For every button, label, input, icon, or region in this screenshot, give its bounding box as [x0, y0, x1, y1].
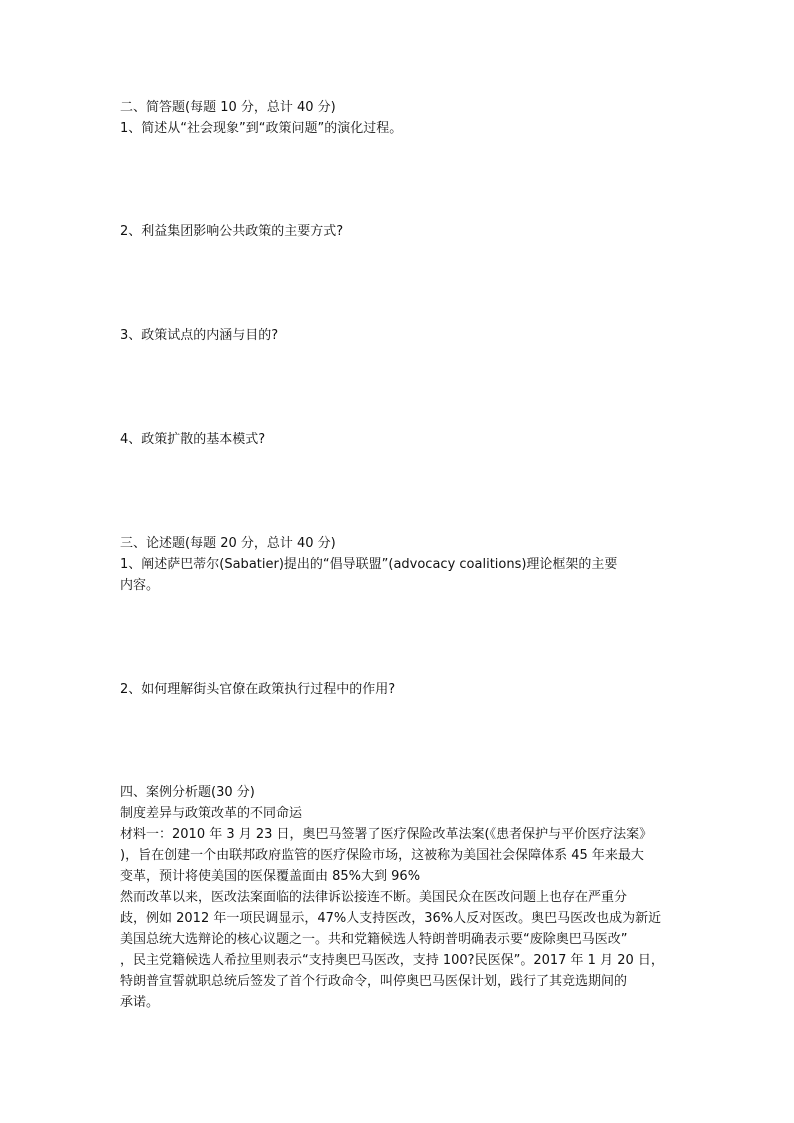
- question-3-1-line-1: 1、阐述萨巴蒂尔(Sabatier)提出的“倡导联盟”(advocacy coalitions)理论框架的主要: [120, 557, 618, 572]
- case-material-line: 歧，例如 2012 年一项民调显示，47%人支持医改，36%人反对医改。奥巴马医改也成为新近: [120, 911, 662, 926]
- section-4-heading: 四、案例分析题(30 分): [120, 785, 255, 800]
- case-material-line: )，旨在创建一个由联邦政府监管的医疗保险市场，这被称为美国社会保障体系 45 年来最大: [120, 848, 644, 863]
- case-material-line: 然而改革以来，医改法案面临的法律诉讼接连不断。美国民众在医改问题上也存在严重分: [120, 890, 628, 905]
- section-3-heading: 三、论述题(每题 20 分，总计 40 分): [120, 536, 336, 551]
- case-material-line: 美国总统大选辩论的核心议题之一。共和党籍候选人特朗普明确表示要“废除奥巴马医改”: [120, 932, 628, 947]
- question-2-1: 1、简述从“社会现象”到“政策问题”的演化过程。: [120, 121, 403, 136]
- question-3-1-line-2: 内容。: [120, 578, 160, 593]
- case-material-line: 变革，预计将使美国的医保覆盖面由 85%大到 96%: [120, 869, 421, 884]
- question-2-3: 3、政策试点的内涵与目的?: [120, 328, 279, 343]
- case-material-line: 材料一：2010 年 3 月 23 日，奥巴马签署了医疗保险改革法案(《患者保护与平价医疗法案》: [120, 827, 653, 842]
- case-material-line: 承诺。: [120, 995, 160, 1010]
- case-title: 制度差异与政策改革的不同命运: [120, 806, 303, 821]
- case-material-line: ，民主党籍候选人希拉里则表示“支持奥巴马医改，支持 100?民医保”。2017 年 1 月 20 日，: [120, 953, 664, 968]
- question-2-4: 4、政策扩散的基本模式?: [120, 432, 266, 447]
- question-3-2: 2、如何理解街头官僚在政策执行过程中的作用?: [120, 682, 396, 697]
- question-2-2: 2、利益集团影响公共政策的主要方式?: [120, 224, 344, 239]
- section-2-heading: 二、简答题(每题 10 分，总计 40 分): [120, 100, 336, 115]
- case-material-line: 特朗普宣誓就职总统后签发了首个行政命令，叫停奥巴马医保计划，践行了其竞选期间的: [120, 974, 628, 989]
